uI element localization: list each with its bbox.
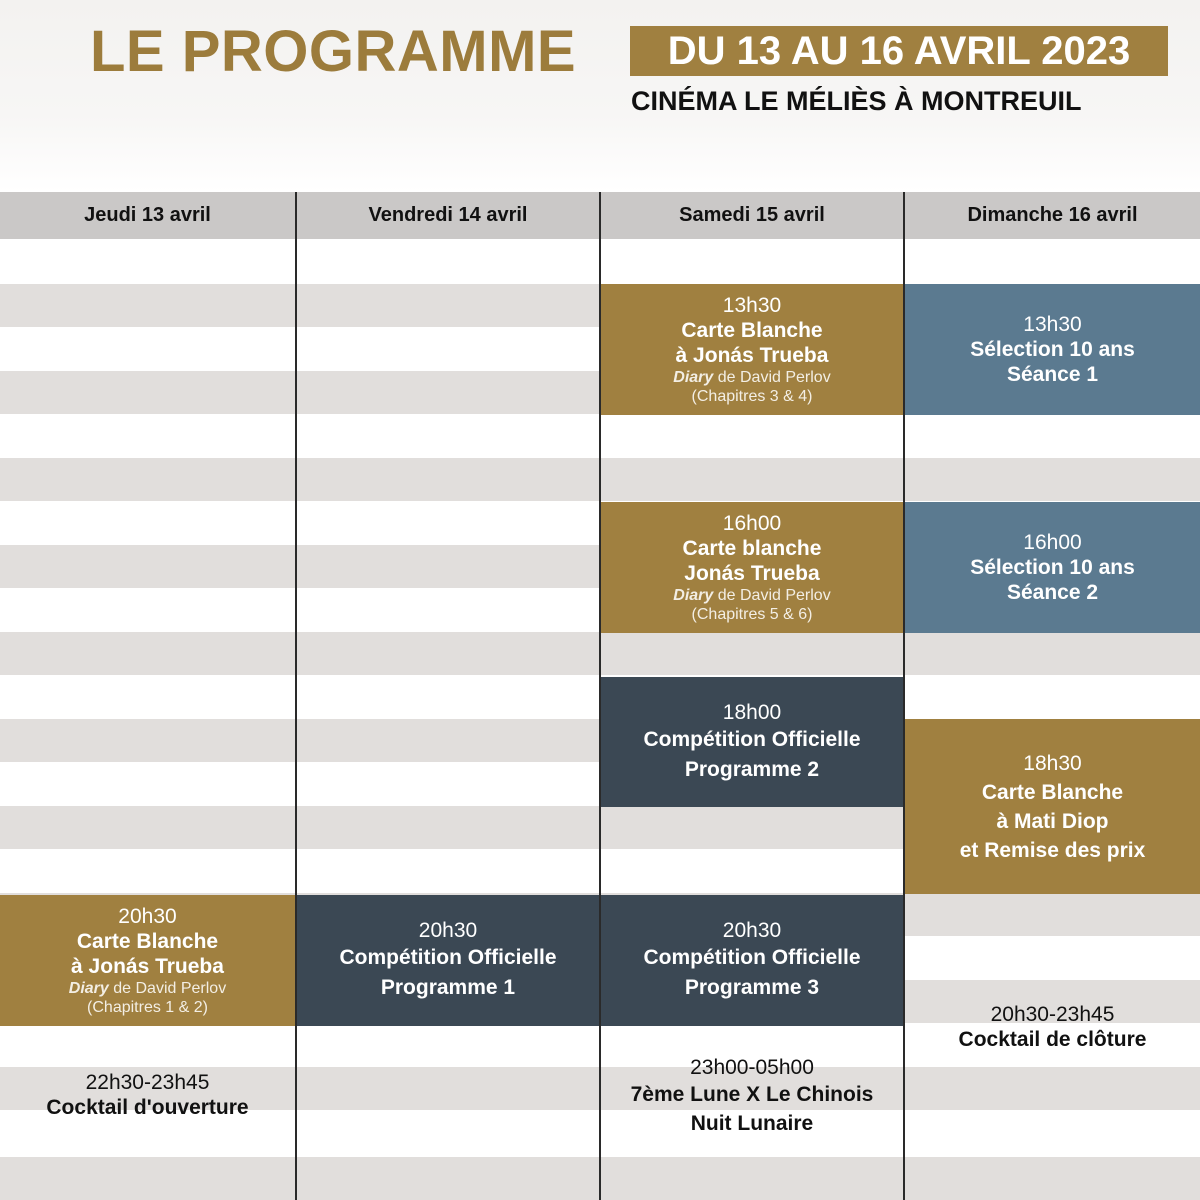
- event-subtitle: et Remise des prix: [959, 838, 1146, 862]
- event-time: 22h30-23h45: [85, 1071, 210, 1094]
- event-title: Cocktail d'ouverture: [46, 1096, 249, 1119]
- event-title: Carte Blanche: [76, 930, 219, 953]
- event-film: [69, 979, 226, 998]
- event-dimanche-cocktail[interactable]: [905, 992, 1200, 1062]
- event-chapters: (Chapitres 3 & 4): [691, 388, 813, 405]
- event-title: Compétition Officielle: [339, 946, 557, 969]
- event-time: 16h00: [722, 512, 782, 535]
- film-title: Diary: [68, 980, 109, 997]
- film-title: Diary: [673, 369, 714, 386]
- event-vendredi-competition[interactable]: [297, 895, 599, 1026]
- event-title: à Jonás Trueba: [71, 955, 224, 978]
- event-title: Compétition Officielle: [643, 727, 861, 751]
- event-samedi-competition-3[interactable]: [601, 895, 903, 1026]
- film-title: Diary: [673, 587, 714, 604]
- event-subtitle: Programme 1: [380, 976, 516, 999]
- event-time: 20h30: [118, 905, 177, 928]
- event-time: 20h30-23h45: [990, 1003, 1115, 1026]
- event-subtitle: Programme 2: [684, 757, 820, 781]
- event-title: à Jonás Trueba: [675, 344, 829, 367]
- event-title: Carte blanche: [682, 537, 822, 560]
- event-chapters: (Chapitres 5 & 6): [691, 606, 813, 623]
- event-subtitle: Séance 1: [1006, 363, 1099, 386]
- event-title: Cocktail de clôture: [958, 1028, 1147, 1051]
- event-title: Carte Blanche: [681, 319, 823, 342]
- event-title: Carte Blanche: [981, 780, 1124, 804]
- event-samedi-nuit-lunaire[interactable]: [601, 1048, 903, 1144]
- event-time: 13h30: [722, 294, 782, 317]
- event-jeudi-cocktail[interactable]: [0, 1060, 295, 1130]
- day-header-samedi: Samedi 15 avril: [601, 192, 903, 239]
- event-dimanche-selection-2[interactable]: [905, 502, 1200, 633]
- event-subtitle: Séance 2: [1006, 581, 1099, 604]
- event-dimanche-selection-1[interactable]: [905, 284, 1200, 415]
- event-title: Jonás Trueba: [684, 562, 820, 585]
- page-title: LE PROGRAMME: [90, 19, 577, 84]
- column-divider: [295, 192, 297, 1200]
- event-chapters: (Chapitres 1 & 2): [87, 999, 208, 1016]
- day-header-vendredi: Vendredi 14 avril: [297, 192, 599, 239]
- event-title: à Mati Diop: [996, 809, 1109, 833]
- event-samedi-carte-blanche-2[interactable]: [601, 502, 903, 633]
- event-title: Sélection 10 ans: [970, 338, 1135, 361]
- event-time: 20h30: [418, 919, 478, 942]
- event-subtitle: Programme 3: [684, 976, 820, 999]
- event-time: 20h30: [722, 919, 782, 942]
- event-time: 18h30: [1023, 751, 1082, 775]
- film-director: de David Perlov: [713, 587, 831, 604]
- event-time: 18h00: [722, 700, 782, 724]
- film-director: de David Perlov: [108, 980, 227, 997]
- event-samedi-carte-blanche-1[interactable]: [601, 284, 903, 415]
- event-samedi-competition-2[interactable]: [601, 677, 903, 807]
- event-film: [673, 586, 830, 605]
- event-time: 23h00-05h00: [690, 1055, 814, 1079]
- event-film: [673, 368, 830, 387]
- event-subtitle: Nuit Lunaire: [690, 1111, 814, 1135]
- event-title: Compétition Officielle: [643, 946, 861, 969]
- event-time: 16h00: [1023, 531, 1082, 554]
- day-header-dimanche: Dimanche 16 avril: [905, 192, 1200, 239]
- event-time: 13h30: [1023, 313, 1082, 336]
- film-director: de David Perlov: [713, 369, 831, 386]
- date-range-badge: DU 13 AU 16 AVRIL 2023: [630, 26, 1168, 76]
- event-title: Sélection 10 ans: [970, 556, 1135, 579]
- day-header-jeudi: Jeudi 13 avril: [0, 192, 295, 239]
- event-jeudi-carte-blanche[interactable]: [0, 895, 295, 1026]
- event-dimanche-carte-blanche[interactable]: [905, 719, 1200, 894]
- event-title: 7ème Lune X Le Chinois: [630, 1082, 874, 1106]
- venue-label: CINÉMA LE MÉLIÈS À MONTREUIL: [631, 86, 1082, 116]
